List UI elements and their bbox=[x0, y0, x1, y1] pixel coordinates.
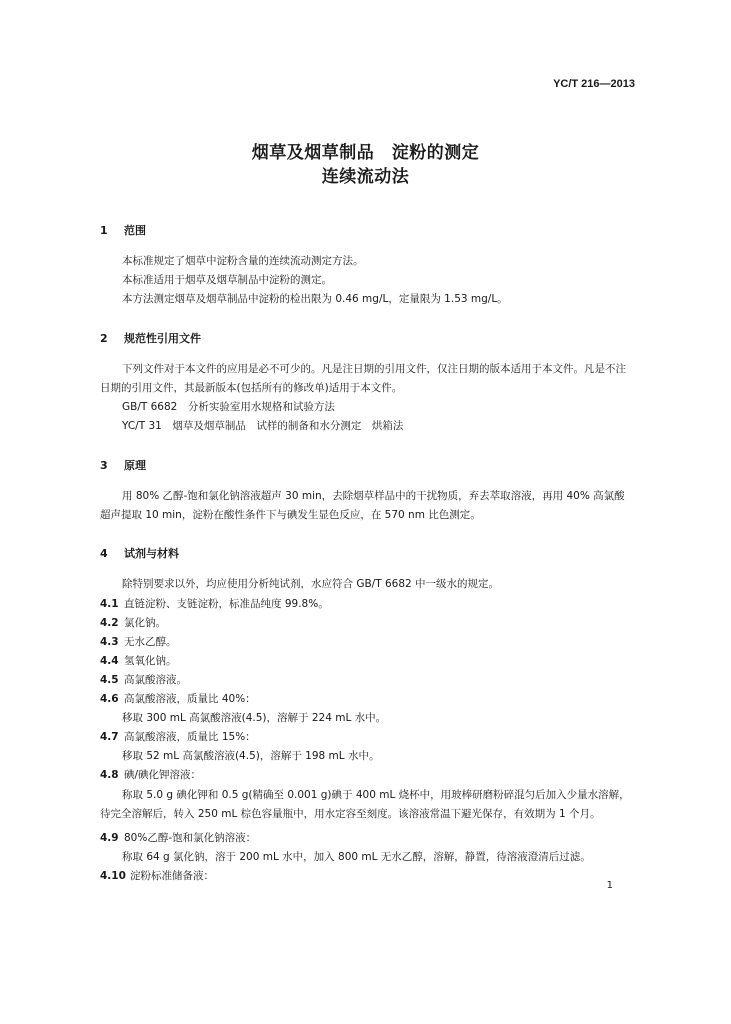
list-item bbox=[100, 615, 166, 630]
section-title: 原理 bbox=[124, 459, 146, 472]
section-heading-4 bbox=[100, 545, 179, 561]
section-heading-1 bbox=[100, 222, 146, 238]
item-text: 氯化钠。 bbox=[124, 617, 166, 629]
section-heading-3 bbox=[100, 457, 146, 473]
item-detail: 称取 64 g 氯化钠，溶于 200 mL 水中，加入 800 mL 无水乙醇，溶解，静置，待溶液澄清后过滤。 bbox=[122, 851, 591, 863]
item-number: 4.9 bbox=[100, 832, 119, 844]
item-number: 4.7 bbox=[100, 731, 119, 743]
item-text: 高氯酸溶液，质量比 40%： bbox=[124, 693, 256, 705]
item-number: 4.6 bbox=[100, 693, 119, 705]
section-heading-2 bbox=[100, 330, 201, 346]
paragraph: 下列文件对于本文件的应用是必不可少的。凡是注日期的引用文件，仅注日期的版本适用于本文件。凡是不注日期的引用文件，其最新版本(包括所有的修改单)适用于本文件。 bbox=[100, 363, 626, 394]
paragraph: 除特别要求以外，均应使用分析纯试剂，水应符合 GB/T 6682 中一级水的规定。 bbox=[122, 578, 500, 590]
item-detail: 移取 300 mL 高氯酸溶液(4.5)，溶解于 224 mL 水中。 bbox=[122, 712, 387, 724]
list-item bbox=[100, 691, 256, 706]
document-subtitle: 连续流动法 bbox=[321, 167, 410, 187]
page-number: 1 bbox=[606, 880, 613, 891]
paragraph: 本标准适用于烟草及烟草制品中淀粉的测定。 bbox=[122, 274, 332, 286]
section-number: 3 bbox=[100, 459, 108, 472]
item-text: 碘/碘化钾溶液： bbox=[124, 769, 202, 781]
item-number: 4.3 bbox=[100, 636, 119, 648]
item-detail: 移取 52 mL 高氯酸溶液(4.5)，溶解于 198 mL 水中。 bbox=[122, 750, 380, 762]
paragraph: 用 80% 乙醇-饱和氯化钠溶液超声 30 min，去除烟草样品中的干扰物质，弃去萃取溶液，再用 40% 高氯酸超声提取 10 min，淀粉在酸性条件下与碘发生显色反应，在 570 nm 比色测定。 bbox=[100, 490, 625, 521]
standard-code: YC/T 216—2013 bbox=[553, 78, 635, 90]
item-number: 4.4 bbox=[100, 655, 119, 667]
item-detail: 称取 5.0 g 碘化钾和 0.5 g(精确至 0.001 g)碘于 400 mL 烧杯中，用玻棒研磨粉碎混匀后加入少量水溶解，待完全溶解后，转入 250 mL 棕色容量瓶中，用水定容至刻度。该溶液常温下避光保存，有效期为 1 个月。 bbox=[100, 789, 630, 820]
item-text: 80%乙醇-饱和氯化钠溶液： bbox=[124, 832, 257, 844]
item-number: 4.2 bbox=[100, 617, 119, 629]
list-item bbox=[100, 868, 214, 883]
item-number: 4.8 bbox=[100, 769, 119, 781]
section-title: 试剂与材料 bbox=[124, 547, 179, 560]
reference-item: GB/T 6682 分析实验室用水规格和试验方法 bbox=[122, 401, 335, 413]
list-item bbox=[100, 767, 201, 782]
paragraph: 本标准规定了烟草中淀粉含量的连续流动测定方法。 bbox=[122, 255, 364, 267]
section-title: 规范性引用文件 bbox=[124, 332, 201, 345]
list-item bbox=[100, 672, 187, 687]
item-text: 无水乙醇。 bbox=[124, 636, 177, 648]
section-title: 范围 bbox=[124, 224, 146, 237]
list-item bbox=[100, 729, 256, 744]
item-text: 高氯酸溶液，质量比 15%： bbox=[124, 731, 256, 743]
paragraph: 本方法测定烟草及烟草制品中淀粉的检出限为 0.46 mg/L，定量限为 1.53 mg/L。 bbox=[122, 293, 508, 305]
list-item bbox=[100, 634, 177, 649]
item-text: 氢氧化钠。 bbox=[124, 655, 177, 667]
list-item bbox=[100, 653, 177, 668]
item-number: 4.10 bbox=[100, 870, 126, 882]
section-number: 2 bbox=[100, 332, 108, 345]
section-number: 4 bbox=[100, 547, 108, 560]
item-text: 直链淀粉、支链淀粉，标准品纯度 99.8%。 bbox=[124, 598, 329, 610]
reference-item: YC/T 31 烟草及烟草制品 试样的制备和水分测定 烘箱法 bbox=[122, 420, 404, 432]
list-item bbox=[100, 830, 256, 845]
section-number: 1 bbox=[100, 224, 108, 237]
document-title: 烟草及烟草制品 淀粉的测定 bbox=[251, 143, 480, 163]
list-item bbox=[100, 596, 329, 611]
item-number: 4.5 bbox=[100, 674, 119, 686]
item-number: 4.1 bbox=[100, 598, 119, 610]
item-text: 淀粉标准储备液： bbox=[130, 870, 214, 882]
item-text: 高氯酸溶液。 bbox=[124, 674, 187, 686]
